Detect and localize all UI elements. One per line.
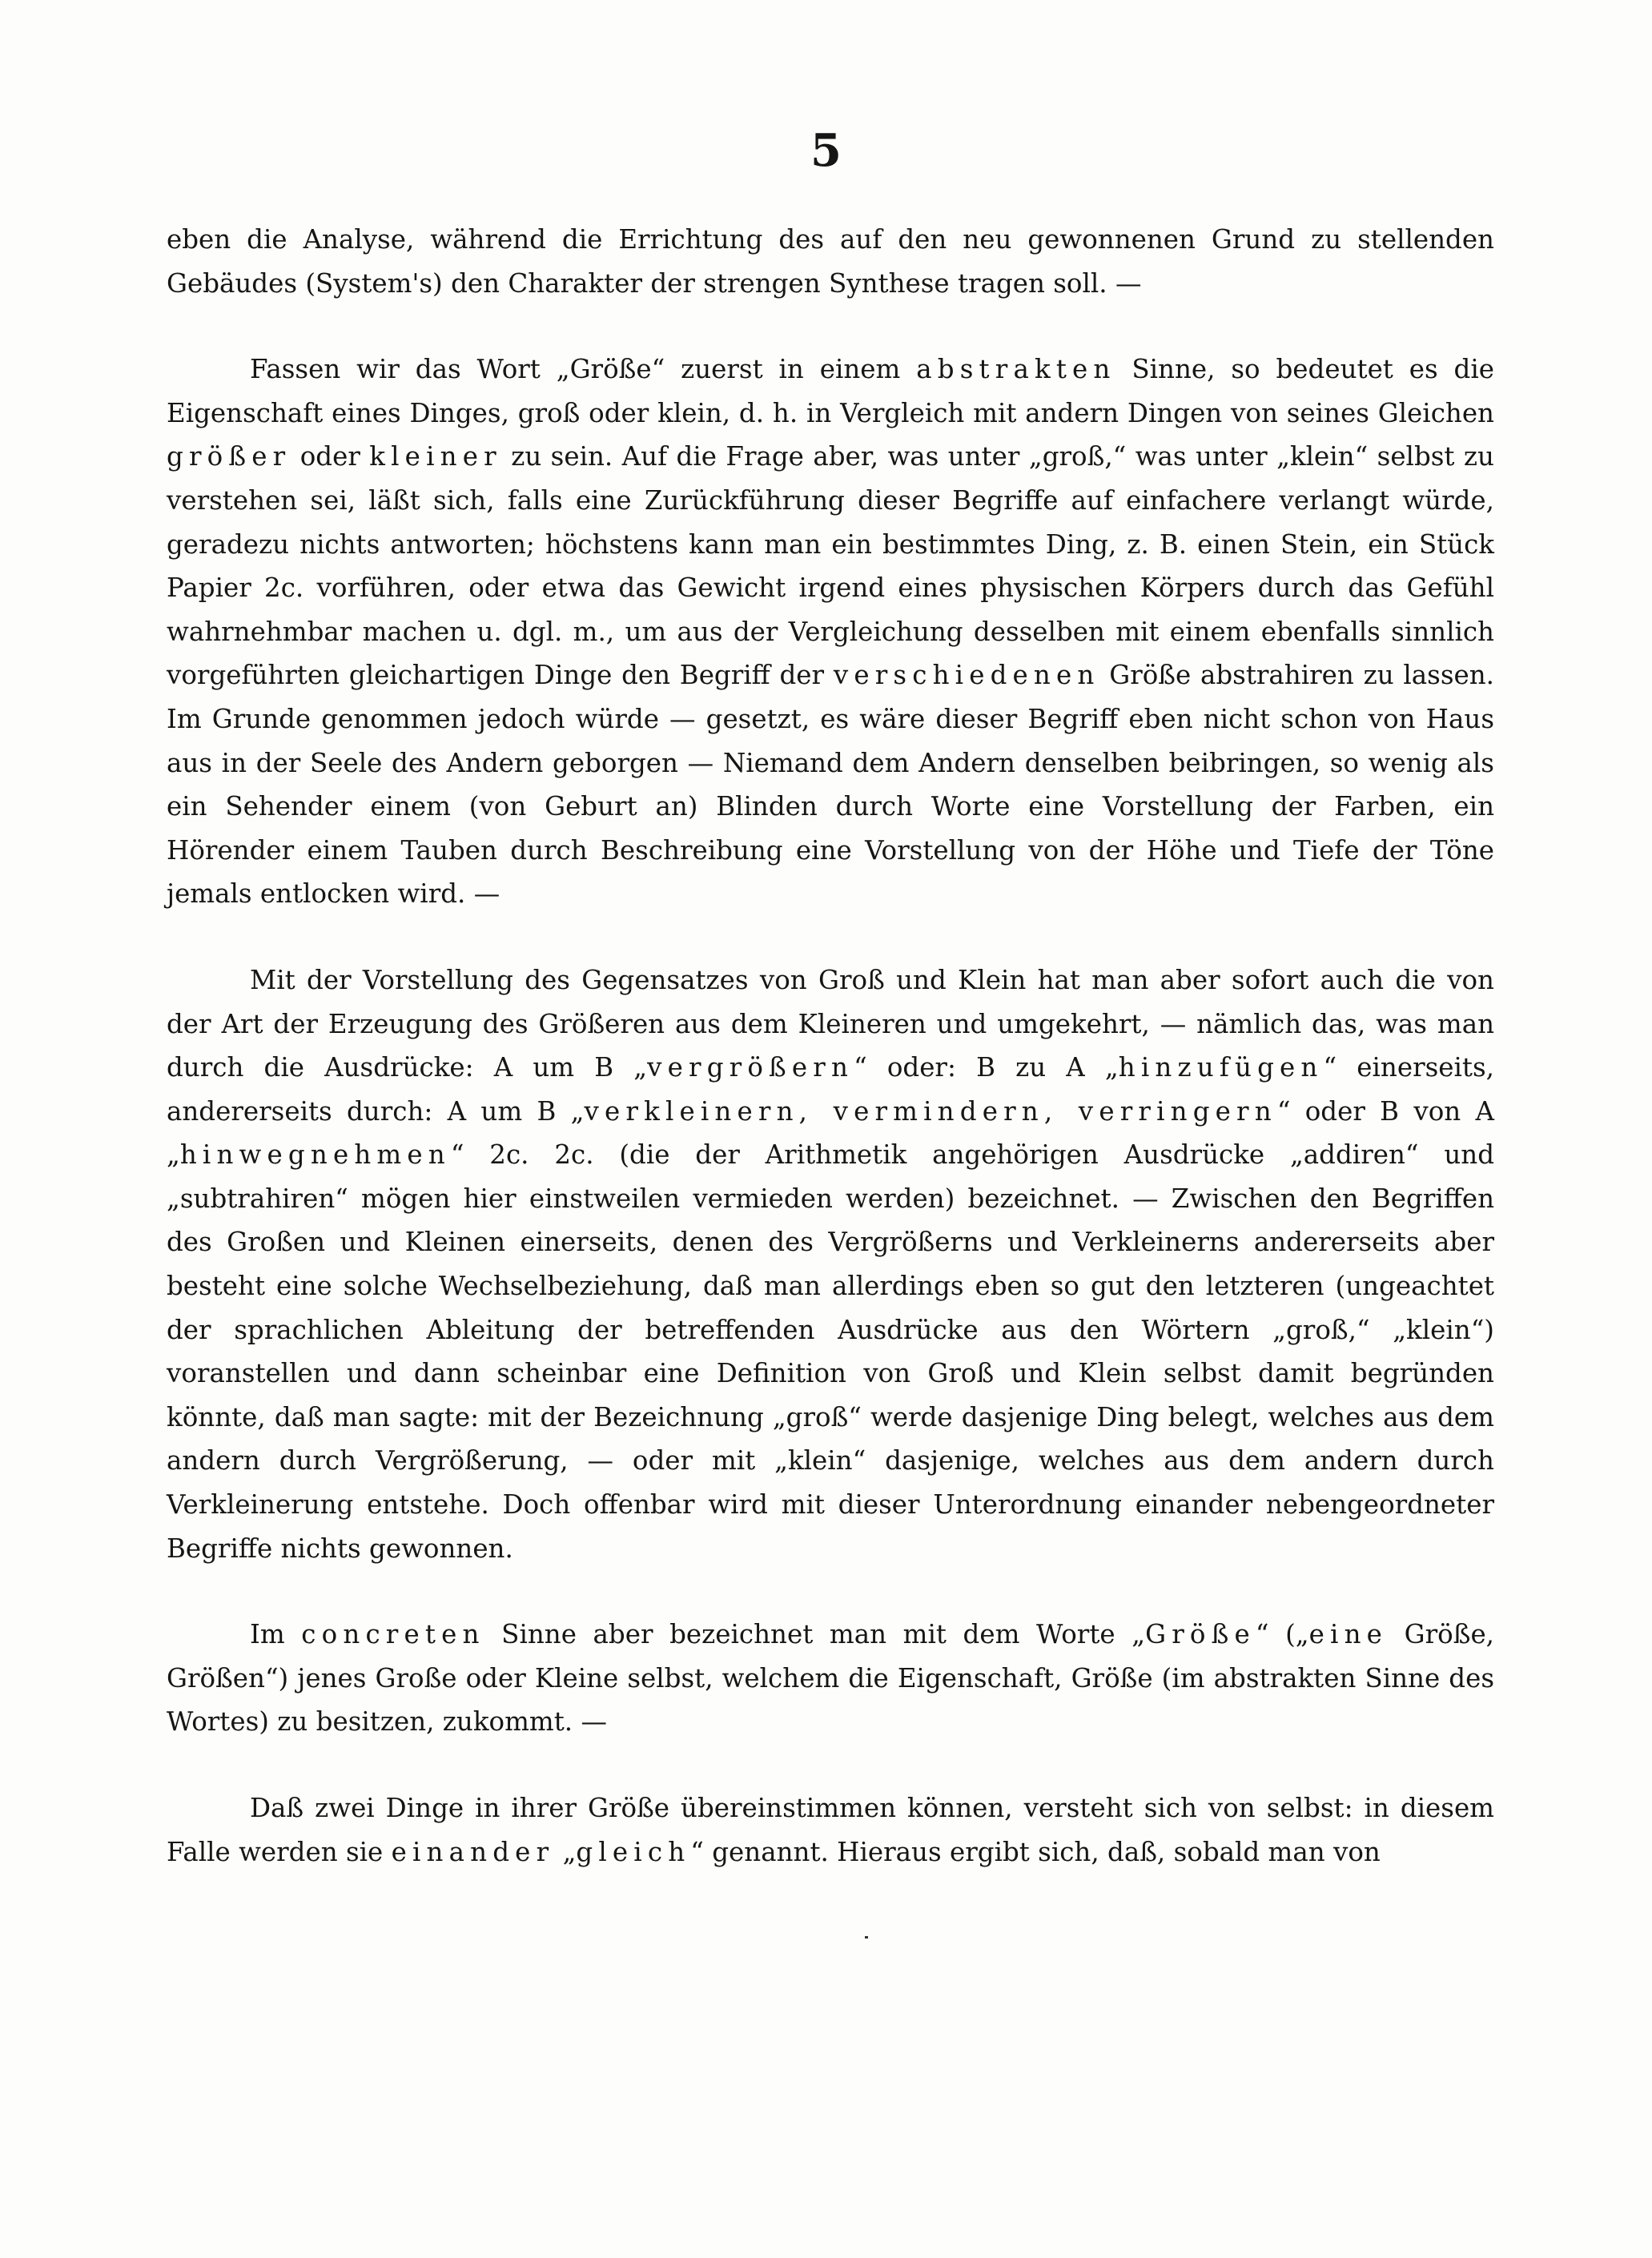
body-text [167,218,1494,1874]
text-run: “ oder: B zu A „ [854,1052,1119,1083]
print-speck [865,1936,868,1939]
spaced-emphasis-text: größer [167,441,291,472]
spaced-emphasis-text: gleich [576,1836,691,1867]
spaced-emphasis-text: hinzufügen [1118,1052,1324,1083]
text-run: Größe, Größen“) jenes Große oder Kleine selbst, welchem die Eigenschaft, Größe (im abstrakten Sinne des Wortes) zu besitzen, zukommt. — [167,1619,1495,1738]
spaced-emphasis-text: verschiedenen [833,660,1100,691]
spaced-emphasis-text: eine [1308,1619,1389,1650]
spaced-emphasis-text: verkleinern, vermindern, verringern [584,1095,1277,1127]
page-number: 5 [810,124,842,177]
spaced-emphasis-text: kleiner [369,441,502,472]
text-run: “ einerseits, andererseits durch: A um B „ [167,1052,1494,1127]
text-run: Sinne, so bedeutet es die Eigenschaft eines Dinges, groß oder klein, d. h. in Vergleich mit andern Dingen von seines Gleichen [167,354,1494,428]
paragraph-gap [167,1744,1494,1786]
paragraph-gap [167,1570,1494,1613]
text-run: Fassen wir das Wort „Größe“ zuerst in einem [250,354,917,385]
spaced-emphasis-text: einander [391,1836,555,1867]
text-run: “ 2c. 2c. (die der Arithmetik angehörigen Ausdrücke „addiren“ und „subtrahiren“ mögen hier einstweilen vermieden werden) bezeichnet. — Zwischen den Begriffen des Großen und Kleinen einerseits, denen des Vergrößerns und Verkleinerns andererseits aber besteht eine solche Wechselbeziehung, daß man allerdings eben so gut den letzteren (ungeachtet der sprachlichen Ableitung der betreffenden Ausdrücke aus den Wörtern „groß,“ „klein“) voranstellen und dann scheinbar eine Definition von Groß und Klein selbst damit begründen könnte, daß man sagte: mit der Bezeichnung „groß“ werde dasjenige Ding belegt, welches aus dem andern durch Vergrößerung, — oder mit „klein“ dasjenige, welches aus dem andern durch Verkleinerung entstehe. Doch offenbar wird mit dieser Unterordnung einander nebengeordneter Begriffe nichts gewonnen. [167,1139,1494,1564]
paragraph-1 [167,218,1494,305]
spaced-emphasis-text: hinwegnehmen [179,1139,451,1171]
paragraph-4 [167,1613,1494,1744]
text-run: oder [291,441,370,472]
text-run: Größe abstrahiren zu lassen. Im Grunde genommen jedoch würde — gesetzt, es wäre dieser Begriff eben nicht schon von Haus aus in der Seele des Andern geborgen — Niemand dem Andern denselben beibringen, so wenig als ein Sehender einem (von Geburt an) Blinden durch Worte eine Vorstellung der Farben, ein Hörender einem Tauben durch Beschreibung eine Vorstellung von der Höhe und Tiefe der Töne jemals entlocken wird. — [167,660,1494,910]
text-run: eben die Analyse, während die Errichtung des auf den neu gewonnenen Grund zu stellenden Gebäudes (System's) den Charakter der strengen Synthese tragen soll. — [167,224,1494,299]
text-run: zu sein. Auf die Frage aber, was unter „groß,“ was unter „klein“ selbst zu verstehen sei, läßt sich, falls eine Zurückführung dieser Begriffe auf einfachere verlangt würde, geradezu nichts antworten; höchstens kann man ein bestimmtes Ding, z. B. einen Stein, ein Stück Papier 2c. vorführen, oder etwa das Gewicht irgend eines physischen Körpers durch das Gefühl wahrnehmbar machen u. dgl. m., um aus der Vergleichung desselben mit einem ebenfalls sinnlich vorgeführten gleichartigen Dinge den Begriff der [167,441,1494,691]
spaced-emphasis-text: Größe [1145,1619,1256,1650]
text-run: Im [250,1619,302,1650]
text-run: Sinne aber bezeichnet man mit dem Worte „ [484,1619,1146,1650]
paragraph-3 [167,958,1494,1570]
text-run: „ [554,1836,577,1867]
paragraph-5 [167,1786,1494,1874]
text-run: “ oder B von A „ [167,1095,1495,1171]
spaced-emphasis-text: abstrakten [916,354,1116,385]
text-run: “ („ [1255,1619,1309,1650]
text-run: Mit der Vorstellung des Gegensatzes von Groß und Klein hat man aber sofort auch die von der Art der Erzeugung des Größeren aus dem Kleineren und umgekehrt, — nämlich das, was man durch die Ausdrücke: A um B „ [167,964,1494,1083]
paragraph-gap [167,916,1494,958]
paragraph-2 [167,348,1494,916]
spaced-emphasis-text: vergrößern [647,1052,854,1083]
paragraph-gap [167,305,1494,348]
text-run: Daß zwei Dinge in ihrer Größe übereinstimmen können, versteht sich von selbst: in diesem Falle werden sie [167,1793,1494,1867]
spaced-emphasis-text: concreten [301,1619,485,1650]
text-run: “ genannt. Hieraus ergibt sich, daß, sobald man von [690,1836,1381,1867]
